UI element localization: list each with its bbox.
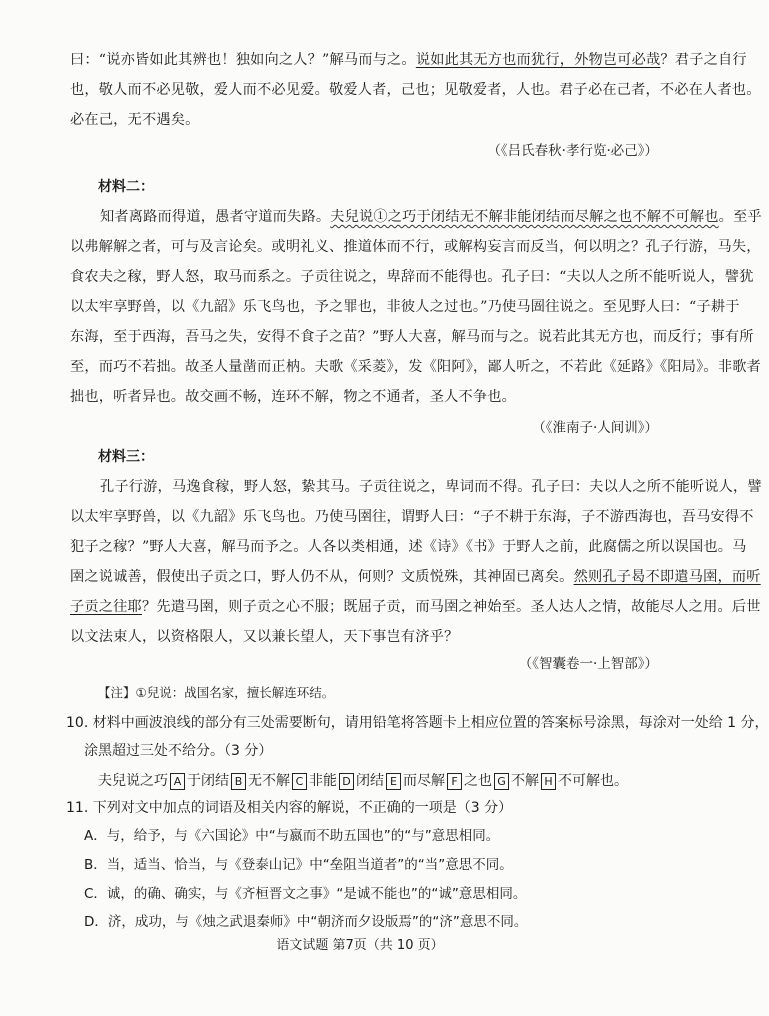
question-11-option-d[interactable]: D．济，成功，与《烛之武退秦师》中“朝济而夕设版焉”的“济”意思不同。 (84, 914, 528, 930)
wavy-underlined-text: 夫兒说①之巧于闭结无不解非能闭结而尽解之也不解不可解也 (330, 209, 719, 225)
footnote: 【注】①兒说：战国名家，擅长解连环结。 (98, 685, 335, 700)
material2-line1 (100, 207, 762, 227)
material2-line4: 以太牢享野兽，以《九韶》乐飞鸟也，予之罪也，非彼人之过也。”乃使马圄往说之。至见野人曰：“子耕于 (70, 299, 740, 315)
material2-line6: 至，而巧不若拙。故圣人量凿而正枘。夫歌《采菱》，发《阳阿》，鄙人听之，不若此《延路》《阳局》。非歌者 (70, 359, 761, 375)
sentence-segment: 而尽解 (403, 773, 445, 789)
material3-line1: 孔子行游，马逸食稼，野人怒，絷其马。子贡往说之，卑词而不得。孔子曰：夫以人之所不能听说人，譬 (100, 479, 762, 495)
text-run: 曰：“说亦皆如此其辨也！独如向之人？”解马而与之。 (70, 52, 416, 68)
material3-line6: 以文法束人，以资格限人，又以兼长望人，天下事岂有济乎？ (70, 629, 459, 645)
material2-source: （《淮南子·人间训》） (532, 420, 658, 436)
question-10-sentence (98, 771, 628, 791)
sentence-segment: 不解 (511, 773, 539, 789)
answer-box-b[interactable]: B (231, 773, 246, 790)
material2-line3: 食农夫之稼，野人怒，取马而系之。子贡往说之，卑辞而不能得也。孔子曰：“夫以人之所不能听说人，譬犹 (70, 269, 754, 285)
material3-line4 (70, 567, 761, 587)
answer-box-g[interactable]: G (494, 773, 509, 790)
question-11-option-a[interactable]: A．与，给予，与《六国论》中“与嬴而不助五国也”的“与”意思相同。 (84, 828, 500, 844)
material2-line5: 东海，至于西海，吾马之失，安得不食子之苗？”野人大喜，解马而与之。说若此其无方也，而反行；事有所 (70, 329, 754, 345)
text-run: ？先遣马圉，则子贡之心不服；既屈子贡，而马圉之神始至。圣人达人之情，故能尽人之用。后世 (141, 599, 761, 615)
text-run: ？君子之自行 (660, 52, 747, 68)
sentence-segment: 不可解也。 (558, 773, 628, 789)
answer-box-c[interactable]: C (292, 773, 307, 790)
answer-box-h[interactable]: H (541, 773, 556, 790)
underlined-text: 然则孔子 (573, 569, 632, 585)
text-run: 圉之说诚善，假使出子贡之口，野人仍不从，何则？文质悦殊，其神固已离矣。 (70, 569, 574, 585)
material1-line2: 也，敬人而不必见敬，爱人而不必见爱。敬爱人者，己也；见敬爱者，人也。君子必在己者，不必在人者也。 (70, 82, 761, 98)
material1-line1 (70, 50, 747, 70)
question-10-stem: 10. 材料中画波浪线的部分有三处需要断句，请用铅笔将答题卡上相应位置的答案标号涂黑，每涂对一处给 1 分， (66, 715, 769, 731)
sentence-segment: 之也 (464, 773, 492, 789)
sentence-segment: 无不解 (248, 773, 290, 789)
underlined-text: 说如此其无方也而犹行，外物岂可必哉 (415, 52, 661, 68)
material3-line5 (70, 597, 761, 617)
material2-heading: 材料二： (98, 179, 154, 195)
answer-box-a[interactable]: A (170, 773, 185, 790)
text-run: 知者离路而得道，愚者守道而失路。 (100, 209, 331, 225)
question-11-option-b[interactable]: B．当，适当、恰当，与《登泰山记》中“垒阻当道者”的“当”意思不同。 (84, 857, 513, 873)
material3-source: （《智囊卷一·上智部》） (518, 656, 658, 672)
material1-line3: 必在己，无不遇矣。 (70, 112, 200, 128)
material3-heading: 材料三： (98, 449, 154, 465)
answer-box-f[interactable]: F (447, 773, 462, 790)
answer-box-e[interactable]: E (386, 773, 401, 790)
sentence-segment: 于闭结 (187, 773, 229, 789)
material2-line7: 拙也，听者异也。故交画不畅，连环不解，物之不通者，圣人不争也。 (70, 389, 517, 405)
sentence-segment: 闭结 (356, 773, 384, 789)
sentence-segment: 非能 (309, 773, 337, 789)
question-11-option-c[interactable]: C．诚，的确、确实，与《齐桓晋文之事》“是诚不能也”的“诚”意思相同。 (84, 886, 527, 902)
material3-line2: 以太牢享野兽，以《九韶》乐飞鸟也。乃使马圉往，谓野人曰：“子不耕于东海，子不游西海也，吾马安得不 (70, 509, 754, 525)
underlined-text: 曷不即遣马圉，而听 (631, 569, 761, 585)
sentence-segment: 夫兒说之巧 (98, 773, 168, 789)
question-10-stem-cont: 涂黑超过三处不给分。（3 分） (84, 743, 273, 759)
underlined-text: 子贡之往耶 (70, 599, 142, 615)
page-footer: 语文试题 第7页（共 10 页） (276, 938, 444, 953)
text-run: 。至乎 (718, 209, 762, 225)
answer-box-d[interactable]: D (339, 773, 354, 790)
question-11-stem: 11. 下列对文中加点的词语及相关内容的解说，不正确的一项是（3 分） (66, 800, 513, 816)
material2-line2: 以弗解解之者，可与及言论矣。或明礼义、推道体而不行，或解构妄言而反当，何以明之？孔子行游，马失， (70, 239, 761, 255)
material3-line3: 犯子之稼？”野人大喜，解马而予之。人各以类相通，述《诗》《书》于野人之前，此腐儒之所以误国也。马 (70, 539, 747, 555)
material1-source: （《吕氏春秋·孝行览·必己》） (487, 143, 658, 159)
